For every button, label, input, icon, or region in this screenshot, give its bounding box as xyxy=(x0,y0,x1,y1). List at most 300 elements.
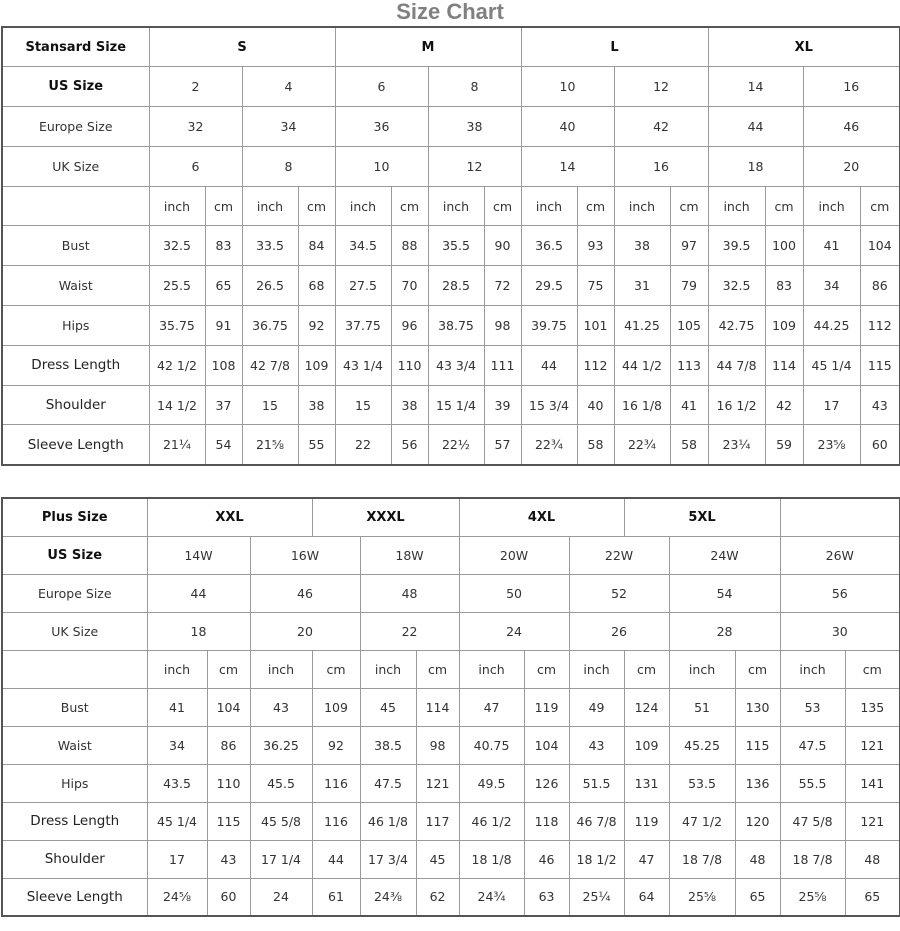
measurement-value: 33.5 xyxy=(242,226,298,266)
measurement-row xyxy=(2,385,900,425)
measurement-value: 44.25 xyxy=(803,306,860,346)
us-size-value: 24W xyxy=(669,536,780,574)
measurement-value: 15 1/4 xyxy=(428,385,484,425)
measurement-label: Waist xyxy=(2,726,147,764)
measurement-value: 41 xyxy=(803,226,860,266)
measurement-value: 70 xyxy=(391,266,428,306)
eu-size-value: 50 xyxy=(459,574,569,612)
unit-cm: cm xyxy=(312,650,360,688)
measurement-value: 88 xyxy=(391,226,428,266)
measurement-value: 60 xyxy=(207,878,250,916)
measurement-row xyxy=(2,726,900,764)
measurement-value: 43.5 xyxy=(147,764,207,802)
measurement-value: 44 1/2 xyxy=(614,345,670,385)
eu-size-value: 32 xyxy=(149,107,242,147)
header-row xyxy=(2,498,900,536)
measurement-value: 42 1/2 xyxy=(149,345,205,385)
measurement-value: 115 xyxy=(735,726,780,764)
unit-inch: inch xyxy=(669,650,735,688)
measurement-value: 23¼ xyxy=(708,425,765,465)
plus-size-table xyxy=(1,497,900,917)
measurement-value: 100 xyxy=(765,226,803,266)
measurement-value: 25⅝ xyxy=(780,878,845,916)
measurement-value: 45.25 xyxy=(669,726,735,764)
measurement-value: 114 xyxy=(765,345,803,385)
unit-inch: inch xyxy=(614,186,670,226)
measurement-label: Hips xyxy=(2,764,147,802)
measurement-value: 72 xyxy=(484,266,521,306)
size-group-5xl: 5XL xyxy=(624,498,780,536)
measurement-row xyxy=(2,306,900,346)
measurement-value: 46 xyxy=(524,840,569,878)
us-size-value: 8 xyxy=(428,67,521,107)
measurement-value: 68 xyxy=(298,266,335,306)
measurement-value: 38.75 xyxy=(428,306,484,346)
measurement-value: 97 xyxy=(670,226,708,266)
measurement-value: 59 xyxy=(765,425,803,465)
measurement-value: 45 1/4 xyxy=(803,345,860,385)
measurement-value: 34.5 xyxy=(335,226,391,266)
measurement-value: 84 xyxy=(298,226,335,266)
unit-inch: inch xyxy=(242,186,298,226)
measurement-value: 39 xyxy=(484,385,521,425)
measurement-row xyxy=(2,345,900,385)
measurement-value: 24⅜ xyxy=(360,878,416,916)
measurement-value: 116 xyxy=(312,764,360,802)
measurement-value: 121 xyxy=(845,802,900,840)
measurement-label: Bust xyxy=(2,226,149,266)
measurement-value: 109 xyxy=(298,345,335,385)
measurement-value: 92 xyxy=(312,726,360,764)
measurement-value: 61 xyxy=(312,878,360,916)
standard-size-table xyxy=(1,26,900,466)
measurement-value: 21⅝ xyxy=(242,425,298,465)
uk-size-row xyxy=(2,612,900,650)
size-type-label: Plus Size xyxy=(2,498,147,536)
measurement-value: 27.5 xyxy=(335,266,391,306)
eu-size-value: 54 xyxy=(669,574,780,612)
eu-size-value: 46 xyxy=(250,574,360,612)
measurement-value: 41.25 xyxy=(614,306,670,346)
measurement-value: 65 xyxy=(205,266,242,306)
measurement-row xyxy=(2,226,900,266)
unit-cm: cm xyxy=(624,650,669,688)
measurement-label: Shoulder xyxy=(2,385,149,425)
unit-cm: cm xyxy=(298,186,335,226)
measurement-value: 37.75 xyxy=(335,306,391,346)
uk-size-label: UK Size xyxy=(2,612,147,650)
measurement-value: 48 xyxy=(845,840,900,878)
measurement-value: 49 xyxy=(569,688,624,726)
measurement-value: 83 xyxy=(765,266,803,306)
unit-cm: cm xyxy=(391,186,428,226)
us-size-value: 6 xyxy=(335,67,428,107)
measurement-value: 22½ xyxy=(428,425,484,465)
measurement-value: 58 xyxy=(670,425,708,465)
measurement-value: 112 xyxy=(860,306,900,346)
measurement-value: 39.5 xyxy=(708,226,765,266)
measurement-value: 101 xyxy=(577,306,614,346)
measurement-value: 35.75 xyxy=(149,306,205,346)
measurement-value: 119 xyxy=(524,688,569,726)
eu-size-value: 44 xyxy=(708,107,803,147)
measurement-value: 75 xyxy=(577,266,614,306)
measurement-value: 58 xyxy=(577,425,614,465)
measurement-value: 131 xyxy=(624,764,669,802)
measurement-row xyxy=(2,840,900,878)
us-size-value: 16 xyxy=(803,67,900,107)
measurement-row xyxy=(2,266,900,306)
measurement-value: 86 xyxy=(860,266,900,306)
us-size-value: 18W xyxy=(360,536,459,574)
uk-size-value: 16 xyxy=(614,146,708,186)
unit-cm: cm xyxy=(765,186,803,226)
measurement-value: 29.5 xyxy=(521,266,577,306)
measurement-value: 60 xyxy=(860,425,900,465)
us-size-label: US Size xyxy=(2,67,149,107)
us-size-label: US Size xyxy=(2,536,147,574)
measurement-value: 46 1/8 xyxy=(360,802,416,840)
measurement-value: 126 xyxy=(524,764,569,802)
unit-inch: inch xyxy=(428,186,484,226)
measurement-label: Hips xyxy=(2,306,149,346)
measurement-value: 104 xyxy=(207,688,250,726)
measurement-value: 36.5 xyxy=(521,226,577,266)
measurement-value: 21¼ xyxy=(149,425,205,465)
measurement-label: Dress Length xyxy=(2,802,147,840)
eu-size-row xyxy=(2,574,900,612)
measurement-value: 44 xyxy=(312,840,360,878)
measurement-value: 35.5 xyxy=(428,226,484,266)
measurement-value: 18 7/8 xyxy=(669,840,735,878)
measurement-value: 43 xyxy=(860,385,900,425)
unit-cm: cm xyxy=(524,650,569,688)
measurement-value: 51.5 xyxy=(569,764,624,802)
us-size-value: 26W xyxy=(780,536,900,574)
eu-size-value: 42 xyxy=(614,107,708,147)
uk-size-value: 26 xyxy=(569,612,669,650)
header-row xyxy=(2,27,900,67)
uk-size-value: 18 xyxy=(708,146,803,186)
measurement-value: 109 xyxy=(765,306,803,346)
measurement-value: 37 xyxy=(205,385,242,425)
size-group-xxl: XXL xyxy=(147,498,312,536)
measurement-value: 56 xyxy=(391,425,428,465)
page-title: Size Chart xyxy=(396,0,504,24)
uk-size-value: 24 xyxy=(459,612,569,650)
measurement-value: 46 7/8 xyxy=(569,802,624,840)
unit-row-blank xyxy=(2,186,149,226)
unit-inch: inch xyxy=(147,650,207,688)
measurement-value: 136 xyxy=(735,764,780,802)
measurement-value: 55.5 xyxy=(780,764,845,802)
measurement-value: 110 xyxy=(207,764,250,802)
measurement-value: 104 xyxy=(524,726,569,764)
measurement-value: 28.5 xyxy=(428,266,484,306)
us-size-value: 10 xyxy=(521,67,614,107)
size-group-m: M xyxy=(335,27,521,67)
unit-inch: inch xyxy=(250,650,312,688)
unit-row-blank xyxy=(2,650,147,688)
measurement-value: 36.25 xyxy=(250,726,312,764)
measurement-value: 38.5 xyxy=(360,726,416,764)
measurement-value: 65 xyxy=(735,878,780,916)
measurement-value: 63 xyxy=(524,878,569,916)
measurement-value: 104 xyxy=(860,226,900,266)
unit-cm: cm xyxy=(207,650,250,688)
size-group-xl: XL xyxy=(708,27,900,67)
measurement-label: Shoulder xyxy=(2,840,147,878)
uk-size-row xyxy=(2,146,900,186)
us-size-value: 14W xyxy=(147,536,250,574)
unit-inch: inch xyxy=(459,650,524,688)
measurement-value: 112 xyxy=(577,345,614,385)
unit-inch: inch xyxy=(569,650,624,688)
eu-size-value: 48 xyxy=(360,574,459,612)
measurement-value: 62 xyxy=(416,878,459,916)
uk-size-label: UK Size xyxy=(2,146,149,186)
measurement-value: 45 xyxy=(416,840,459,878)
uk-size-value: 20 xyxy=(250,612,360,650)
measurement-value: 43 xyxy=(250,688,312,726)
measurement-value: 18 7/8 xyxy=(780,840,845,878)
unit-cm: cm xyxy=(416,650,459,688)
us-size-value: 14 xyxy=(708,67,803,107)
measurement-value: 53.5 xyxy=(669,764,735,802)
measurement-value: 44 xyxy=(521,345,577,385)
us-size-row xyxy=(2,536,900,574)
measurement-value: 47 xyxy=(459,688,524,726)
measurement-value: 22¾ xyxy=(614,425,670,465)
measurement-value: 119 xyxy=(624,802,669,840)
measurement-value: 98 xyxy=(484,306,521,346)
us-size-value: 22W xyxy=(569,536,669,574)
measurement-value: 45 xyxy=(360,688,416,726)
unit-cm: cm xyxy=(577,186,614,226)
measurement-value: 15 xyxy=(242,385,298,425)
measurement-value: 38 xyxy=(614,226,670,266)
measurement-value: 57 xyxy=(484,425,521,465)
unit-cm: cm xyxy=(735,650,780,688)
measurement-value: 14 1/2 xyxy=(149,385,205,425)
measurement-value: 45 1/4 xyxy=(147,802,207,840)
us-size-value: 2 xyxy=(149,67,242,107)
measurement-value: 24⅝ xyxy=(147,878,207,916)
measurement-value: 43 3/4 xyxy=(428,345,484,385)
measurement-value: 42 7/8 xyxy=(242,345,298,385)
measurement-value: 22¾ xyxy=(521,425,577,465)
measurement-value: 24 xyxy=(250,878,312,916)
measurement-value: 17 xyxy=(803,385,860,425)
measurement-value: 92 xyxy=(298,306,335,346)
measurement-value: 15 xyxy=(335,385,391,425)
measurement-value: 86 xyxy=(207,726,250,764)
measurement-value: 117 xyxy=(416,802,459,840)
measurement-value: 47 5/8 xyxy=(780,802,845,840)
unit-inch: inch xyxy=(521,186,577,226)
unit-cm: cm xyxy=(845,650,900,688)
measurement-value: 25¼ xyxy=(569,878,624,916)
size-group-4xl: 4XL xyxy=(459,498,624,536)
measurement-value: 47.5 xyxy=(780,726,845,764)
size-group-xxxl: XXXL xyxy=(312,498,459,536)
measurement-value: 115 xyxy=(207,802,250,840)
measurement-value: 79 xyxy=(670,266,708,306)
measurement-value: 45.5 xyxy=(250,764,312,802)
uk-size-value: 14 xyxy=(521,146,614,186)
eu-size-value: 56 xyxy=(780,574,900,612)
measurement-value: 51 xyxy=(669,688,735,726)
measurement-value: 43 xyxy=(207,840,250,878)
measurement-value: 17 1/4 xyxy=(250,840,312,878)
measurement-value: 47 xyxy=(624,840,669,878)
us-size-value: 16W xyxy=(250,536,360,574)
eu-size-value: 46 xyxy=(803,107,900,147)
uk-size-value: 22 xyxy=(360,612,459,650)
unit-row xyxy=(2,650,900,688)
measurement-value: 83 xyxy=(205,226,242,266)
measurement-value: 105 xyxy=(670,306,708,346)
measurement-value: 110 xyxy=(391,345,428,385)
measurement-row xyxy=(2,425,900,465)
measurement-value: 22 xyxy=(335,425,391,465)
measurement-value: 124 xyxy=(624,688,669,726)
measurement-value: 43 1/4 xyxy=(335,345,391,385)
measurement-value: 113 xyxy=(670,345,708,385)
us-size-row xyxy=(2,67,900,107)
measurement-value: 130 xyxy=(735,688,780,726)
measurement-label: Waist xyxy=(2,266,149,306)
uk-size-value: 18 xyxy=(147,612,250,650)
measurement-label: Dress Length xyxy=(2,345,149,385)
measurement-value: 47 1/2 xyxy=(669,802,735,840)
measurement-value: 31 xyxy=(614,266,670,306)
measurement-label: Sleeve Length xyxy=(2,425,149,465)
unit-cm: cm xyxy=(670,186,708,226)
measurement-value: 25⅝ xyxy=(669,878,735,916)
us-size-value: 12 xyxy=(614,67,708,107)
eu-size-value: 34 xyxy=(242,107,335,147)
uk-size-value: 28 xyxy=(669,612,780,650)
measurement-value: 141 xyxy=(845,764,900,802)
measurement-value: 91 xyxy=(205,306,242,346)
eu-size-value: 38 xyxy=(428,107,521,147)
measurement-value: 23⅝ xyxy=(803,425,860,465)
measurement-value: 65 xyxy=(845,878,900,916)
uk-size-value: 30 xyxy=(780,612,900,650)
measurement-value: 121 xyxy=(416,764,459,802)
uk-size-value: 20 xyxy=(803,146,900,186)
measurement-value: 17 3/4 xyxy=(360,840,416,878)
measurement-value: 45 5/8 xyxy=(250,802,312,840)
us-size-value: 20W xyxy=(459,536,569,574)
us-size-value: 4 xyxy=(242,67,335,107)
measurement-value: 40.75 xyxy=(459,726,524,764)
measurement-value: 55 xyxy=(298,425,335,465)
uk-size-value: 10 xyxy=(335,146,428,186)
measurement-value: 114 xyxy=(416,688,459,726)
uk-size-value: 6 xyxy=(149,146,242,186)
measurement-value: 41 xyxy=(670,385,708,425)
measurement-value: 42.75 xyxy=(708,306,765,346)
eu-size-label: Europe Size xyxy=(2,107,149,147)
measurement-value: 24¾ xyxy=(459,878,524,916)
measurement-value: 90 xyxy=(484,226,521,266)
uk-size-value: 12 xyxy=(428,146,521,186)
measurement-value: 48 xyxy=(735,840,780,878)
size-group-s: S xyxy=(149,27,335,67)
uk-size-value: 8 xyxy=(242,146,335,186)
measurement-value: 26.5 xyxy=(242,266,298,306)
measurement-value: 93 xyxy=(577,226,614,266)
measurement-value: 49.5 xyxy=(459,764,524,802)
eu-size-value: 52 xyxy=(569,574,669,612)
size-group-l: L xyxy=(521,27,708,67)
eu-size-value: 40 xyxy=(521,107,614,147)
measurement-value: 32.5 xyxy=(708,266,765,306)
measurement-value: 116 xyxy=(312,802,360,840)
measurement-value: 98 xyxy=(416,726,459,764)
measurement-value: 41 xyxy=(147,688,207,726)
unit-inch: inch xyxy=(708,186,765,226)
measurement-value: 43 xyxy=(569,726,624,764)
measurement-value: 120 xyxy=(735,802,780,840)
measurement-value: 34 xyxy=(147,726,207,764)
measurement-value: 15 3/4 xyxy=(521,385,577,425)
measurement-value: 108 xyxy=(205,345,242,385)
measurement-value: 53 xyxy=(780,688,845,726)
measurement-value: 64 xyxy=(624,878,669,916)
measurement-value: 34 xyxy=(803,266,860,306)
measurement-value: 109 xyxy=(312,688,360,726)
measurement-value: 36.75 xyxy=(242,306,298,346)
measurement-value: 109 xyxy=(624,726,669,764)
measurement-label: Sleeve Length xyxy=(2,878,147,916)
eu-size-row xyxy=(2,107,900,147)
measurement-value: 32.5 xyxy=(149,226,205,266)
unit-inch: inch xyxy=(803,186,860,226)
measurement-value: 54 xyxy=(205,425,242,465)
unit-cm: cm xyxy=(205,186,242,226)
measurement-value: 16 1/2 xyxy=(708,385,765,425)
measurement-value: 25.5 xyxy=(149,266,205,306)
unit-cm: cm xyxy=(484,186,521,226)
unit-inch: inch xyxy=(780,650,845,688)
measurement-value: 46 1/2 xyxy=(459,802,524,840)
measurement-value: 121 xyxy=(845,726,900,764)
measurement-value: 96 xyxy=(391,306,428,346)
measurement-value: 40 xyxy=(577,385,614,425)
measurement-value: 18 1/2 xyxy=(569,840,624,878)
unit-inch: inch xyxy=(149,186,205,226)
measurement-row xyxy=(2,764,900,802)
measurement-value: 47.5 xyxy=(360,764,416,802)
measurement-value: 115 xyxy=(860,345,900,385)
unit-cm: cm xyxy=(860,186,900,226)
measurement-value: 118 xyxy=(524,802,569,840)
measurement-value: 44 7/8 xyxy=(708,345,765,385)
eu-size-label: Europe Size xyxy=(2,574,147,612)
measurement-value: 39.75 xyxy=(521,306,577,346)
measurement-label: Bust xyxy=(2,688,147,726)
measurement-row xyxy=(2,688,900,726)
measurement-value: 38 xyxy=(391,385,428,425)
measurement-value: 111 xyxy=(484,345,521,385)
measurement-row xyxy=(2,802,900,840)
measurement-value: 17 xyxy=(147,840,207,878)
measurement-value: 18 1/8 xyxy=(459,840,524,878)
measurement-value: 16 1/8 xyxy=(614,385,670,425)
